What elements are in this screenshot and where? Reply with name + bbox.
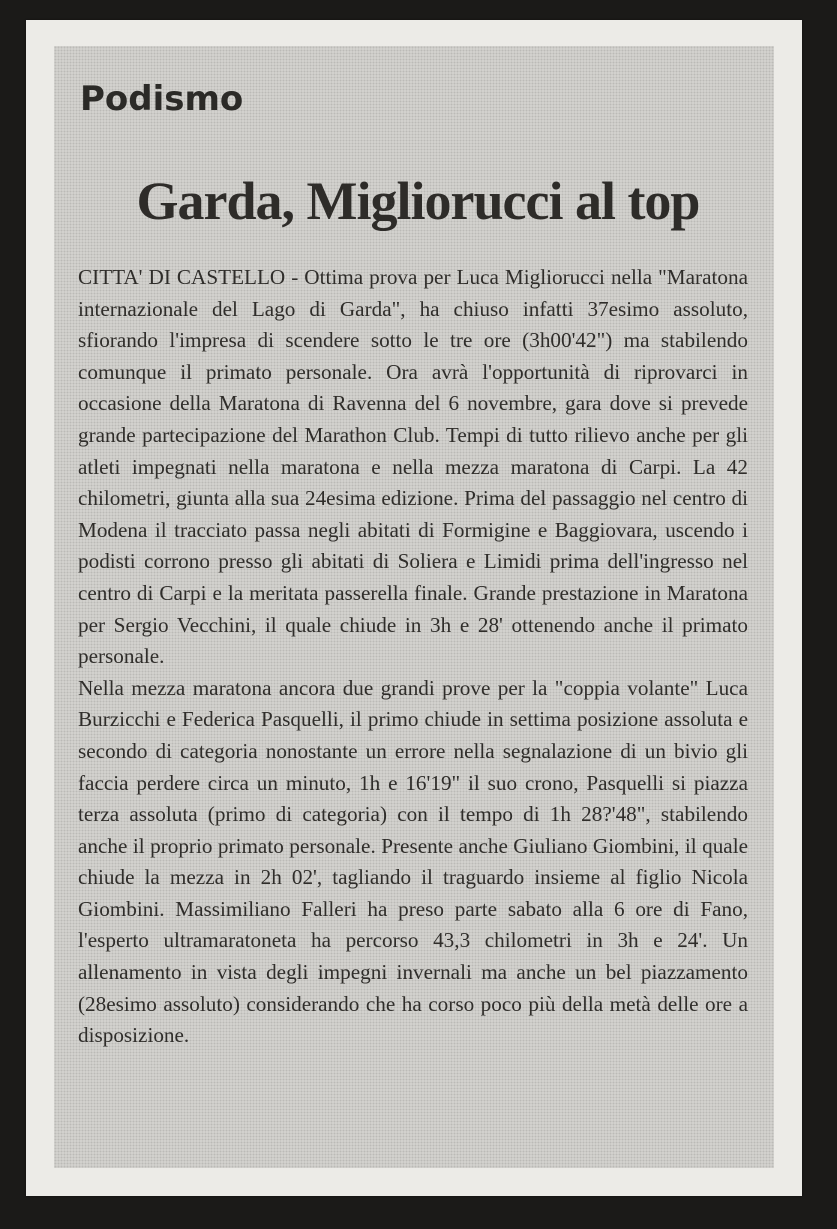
headline: Garda, Migliorucci al top bbox=[136, 171, 700, 231]
section-label: Podismo bbox=[80, 79, 244, 119]
article-paragraph: Nella mezza maratona ancora due grandi prove per la "coppia volante" Luca Burzicchi e Federica Pasquelli, il primo chiude in settima posizione assoluta e secondo di categoria nonostante un errore nella segnalazione di un bivio gli faccia perdere circa un minuto, 1h e 16'19" il suo crono, Pasquelli si piazza terza assoluta (primo di categoria) con il tempo di 1h 28?'48", stabilendo anche il proprio primato personale. Presente anche Giuliano Giombini, il quale chiude la mezza in 2h 02', tagliando il traguardo insieme al figlio Nicola Giombini. Massimiliano Falleri ha preso parte sabato alla 6 ore di Fano, l'esperto ultramaratoneta ha percorso 43,3 chilometri in 3h e 24'. Un allenamento in vista degli impegni invernali ma anche un bel piazzamento (28esimo assoluto) considerando che ha corso poco più della metà delle ore a disposizione. bbox=[78, 675, 748, 1048]
article-paragraph: CITTA' DI CASTELLO - Ottima prova per Luca Migliorucci nella "Maratona internazionale del Lago di Garda", ha chiuso infatti 37esimo assoluto, sfiorando l'impresa di scendere sotto le tre ore (3h00'42") ma stabilendo comunque il primato personale. Ora avrà l'opportunità di riprovarci in occasione della Maratona di Ravenna del 6 novembre, gara dove si prevede grande partecipazione del Marathon Club. Tempi di tutto rilievo anche per gli atleti impegnati nella maratona e nella mezza maratona di Carpi. La 42 chilometri, giunta alla sua 24esima edizione. Prima del passaggio nel centro di Modena il tracciato passa negli abitati di Formigine e Baggiovara, uscendo i podisti corrono presso gli abitati di Soliera e Limidi prima dell'ingresso nel centro di Carpi e la meritata passerella finale. Grande prestazione in Maratona per Sergio Vecchini, il quale chiude in 3h e 28' ottenendo anche il primato personale. bbox=[78, 265, 748, 669]
article-body bbox=[78, 262, 748, 1052]
